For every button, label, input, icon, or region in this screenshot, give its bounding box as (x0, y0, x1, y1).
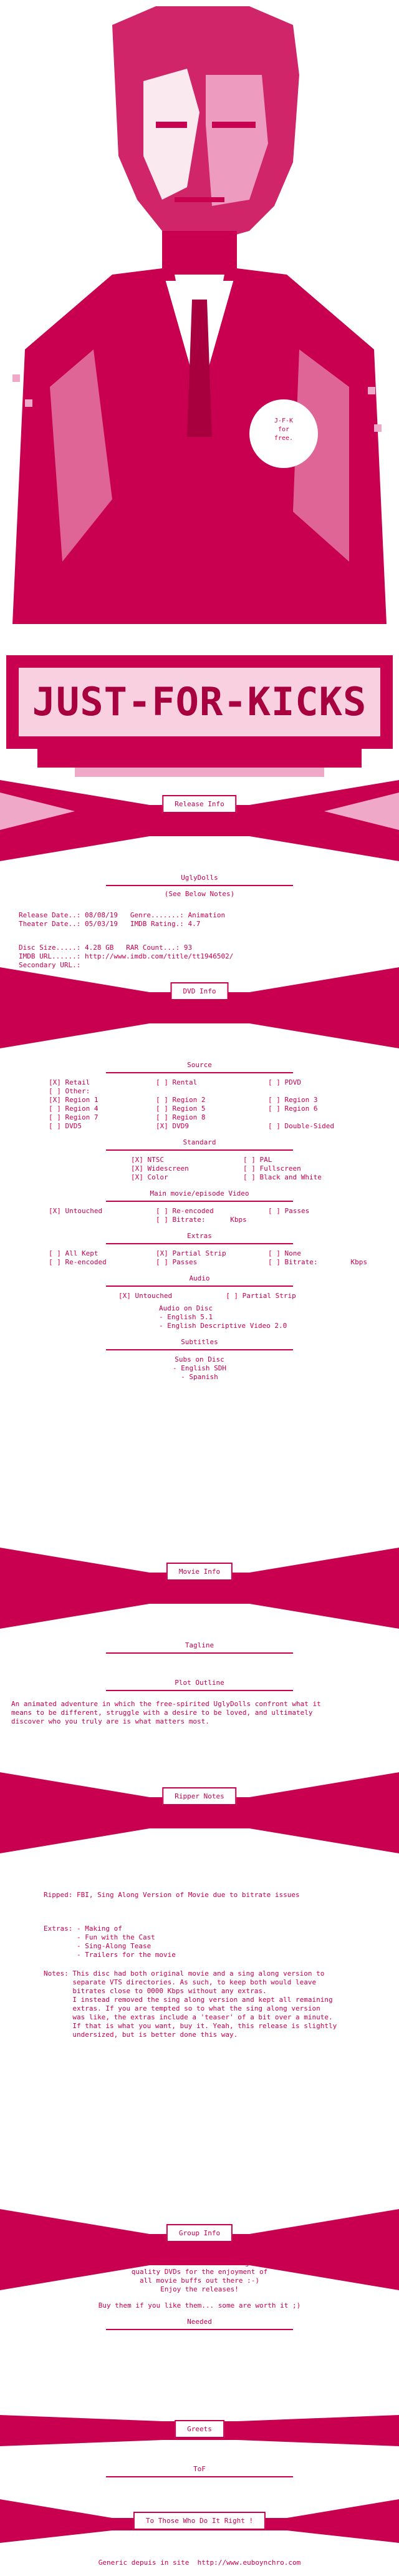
subtitle-line-3: - Spanish (181, 1373, 218, 1381)
extras-row (0, 1249, 399, 1258)
group-banner (0, 655, 399, 780)
movie-info-heading: Movie Info (166, 1563, 233, 1581)
movie-info-band (0, 1535, 399, 1641)
source-row (0, 1113, 399, 1122)
extras-option: [X] Partial Strip (156, 1249, 226, 1257)
group-line-1: JFK is dedicated to releasing high (129, 2259, 270, 2267)
standard-rule (106, 1149, 293, 1151)
ripped-line: Ripped: FBI, Sing Along Version of Movie due to bitrate issues (44, 1891, 300, 1899)
audio-line-3: - English Descriptive Video 2.0 (159, 1322, 287, 1330)
tribute-band (0, 2493, 399, 2549)
greets-band (0, 2409, 399, 2452)
group-info-heading: Group Info (166, 2224, 233, 2242)
ripper-notes-heading: Ripper Notes (162, 1787, 236, 1805)
extras-title: Extras (187, 1232, 212, 1240)
source-option: [X] Retail (49, 1078, 90, 1086)
standard-option: [X] NTSC (131, 1156, 164, 1164)
genre: Genre.......: Animation (130, 911, 226, 919)
source-option: [ ] DVD5 (49, 1122, 82, 1130)
audio-partial-strip: [ ] Partial Strip (226, 1292, 296, 1300)
audio-rule (106, 1286, 293, 1287)
theater-date: Theater Date..: 05/03/19 (19, 920, 118, 928)
tof-block (0, 2465, 399, 2477)
release-info-heading: Release Info (162, 795, 236, 813)
release-note: (See Below Notes) (164, 890, 235, 898)
source-option: [ ] Double-Sided (268, 1122, 334, 1130)
source-option: [ ] Region 5 (156, 1105, 206, 1113)
release-date: Release Date..: 08/08/19 (19, 911, 118, 919)
standard-option: [ ] Black and White (243, 1173, 322, 1181)
source-title: Source (187, 1061, 212, 1069)
subtitles-rule (106, 1349, 293, 1350)
tof-rule (106, 2476, 293, 2477)
main-video-title: Main movie/episode Video (150, 1189, 249, 1198)
imdb-url[interactable]: IMDB URL......: http://www.imdb.com/title/tt1946502/ (19, 952, 234, 960)
standard-option: [X] Widescreen (131, 1164, 189, 1173)
source-option: [ ] Region 3 (268, 1096, 318, 1104)
main-video-option: [ ] Re-encoded (156, 1207, 214, 1215)
subtitle-line-2: - English SDH (172, 1364, 227, 1372)
badge-line-3: free. (274, 435, 294, 442)
rar-count: RAR Count...: 93 (126, 944, 193, 952)
title-rule (106, 885, 293, 886)
extras-option: [ ] Passes (156, 1258, 198, 1266)
source-row (0, 1087, 399, 1096)
source-option: [X] DVD9 (156, 1122, 189, 1130)
source-rule (106, 1072, 293, 1073)
extras-option: [ ] None (268, 1249, 301, 1257)
standard-row (0, 1173, 399, 1182)
tagline-rule (106, 1652, 293, 1654)
main-video-option: [ ] Passes (268, 1207, 310, 1215)
source-option: [ ] Region 8 (156, 1113, 206, 1121)
ripper-notes-block (0, 1891, 399, 2039)
plot-rule (106, 1690, 293, 1691)
extras-rows (0, 1249, 399, 1267)
audio-line-2: - English 5.1 (159, 1313, 213, 1321)
needed-title: Needed (187, 2318, 212, 2326)
tribute-text: To Those Who Do It Right ! (133, 2512, 266, 2530)
audio-untouched: [X] Untouched (118, 1292, 173, 1300)
notes-text: Notes: This disc had both original movie and a sing along version to separate VTS directories. As such, to keep both would leave bitrates close to 0000 Kbps without any extras. I instead removed the sing along version and kept all remaining extras. If you are tempted so to what the sing along version was like, the extras include a 'teaser' of a bit over a minute. If that is what you want, buy it. Yeah, this release is slightly undersized, but is better done this way. (44, 1969, 337, 2039)
main-video-row (0, 1207, 399, 1216)
audio-line-1: Audio on Disc (159, 1304, 213, 1312)
source-option: [ ] Region 2 (156, 1096, 206, 1104)
movie-info-block (0, 1641, 399, 1726)
dvd-info-band (0, 955, 399, 1061)
badge-line-1: J-F-K (274, 417, 294, 424)
source-option: [ ] Region 4 (49, 1105, 99, 1113)
source-row (0, 1105, 399, 1113)
release-title: UglyDolls (181, 874, 218, 882)
source-row (0, 1122, 399, 1131)
group-info-block (0, 2259, 399, 2330)
buy-line: Buy them if you like them... some are worth it ;) (98, 2301, 301, 2310)
extras-option: [ ] All Kept (49, 1249, 99, 1257)
release-info-band (0, 768, 399, 874)
audio-title: Audio (189, 1274, 210, 1282)
badge-line-2: for (277, 426, 290, 433)
extras-row (0, 1258, 399, 1267)
secondary-url: Secondary URL.: (19, 961, 81, 969)
portrait-art (0, 0, 399, 624)
source-option: [ ] Rental (156, 1078, 198, 1086)
main-video-rows (0, 1207, 399, 1224)
portrait-image (0, 0, 399, 624)
standard-option: [X] Color (131, 1173, 168, 1181)
standard-option: [ ] Fullscreen (243, 1164, 301, 1173)
extras-rule (106, 1243, 293, 1244)
needed-rule (106, 2329, 293, 2330)
extras-option: [ ] Bitrate: Kbps (268, 1258, 367, 1266)
source-row (0, 1078, 399, 1087)
greets-heading: Greets (175, 2420, 224, 2438)
source-rows (0, 1078, 399, 1131)
disc-size: Disc Size.....: 4.28 GB (19, 944, 114, 952)
group-line-2: quality DVDs for the enjoyment of (131, 2268, 268, 2276)
group-line-4: Enjoy the releases! (160, 2285, 239, 2293)
standard-row (0, 1164, 399, 1173)
source-row (0, 1096, 399, 1105)
standard-rows (0, 1156, 399, 1182)
ripper-notes-band (0, 1760, 399, 1866)
source-option: [ ] Region 6 (268, 1105, 318, 1113)
plot-text: An animated adventure in which the free-spirited UglyDolls confront what it means to be different, struggle with a desire to be loved, and ultimately discover who you truly are is what matters most. (11, 1700, 321, 1725)
standard-title: Standard (183, 1138, 216, 1146)
source-option: [ ] Other: (49, 1087, 90, 1095)
dvd-info-heading: DVD Info (171, 982, 229, 1000)
source-option: [ ] PDVD (268, 1078, 301, 1086)
main-video-row (0, 1216, 399, 1224)
dvd-info-block (0, 1061, 399, 1382)
standard-row (0, 1156, 399, 1164)
extras-list: Extras: - Making of - Fun with the Cast - Sing-Along Tease - Trailers for the movie (44, 1925, 176, 1959)
subtitles-title: Subtitles (181, 1338, 218, 1346)
banner-text: JUST-FOR-KICKS (32, 679, 367, 724)
main-video-option: [X] Untouched (49, 1207, 103, 1215)
main-video-rule (106, 1201, 293, 1202)
tagline-title: Tagline (185, 1641, 214, 1649)
subtitle-line-1: Subs on Disc (175, 1355, 224, 1364)
source-option: [X] Region 1 (49, 1096, 99, 1104)
group-line-3: all movie buffs out there :-) (139, 2276, 260, 2285)
tof-title: ToF (193, 2465, 206, 2473)
main-video-option: [ ] Bitrate: Kbps (156, 1216, 247, 1224)
footer-text: Generic depuis in site http://www.euboynchro.com (98, 2559, 301, 2567)
plot-title: Plot Outline (175, 1679, 224, 1687)
source-option: [ ] Region 7 (49, 1113, 99, 1121)
extras-option: [ ] Re-encoded (49, 1258, 107, 1266)
standard-option: [ ] PAL (243, 1156, 272, 1164)
imdb-rating: IMDB Rating.: 4.7 (130, 920, 201, 928)
